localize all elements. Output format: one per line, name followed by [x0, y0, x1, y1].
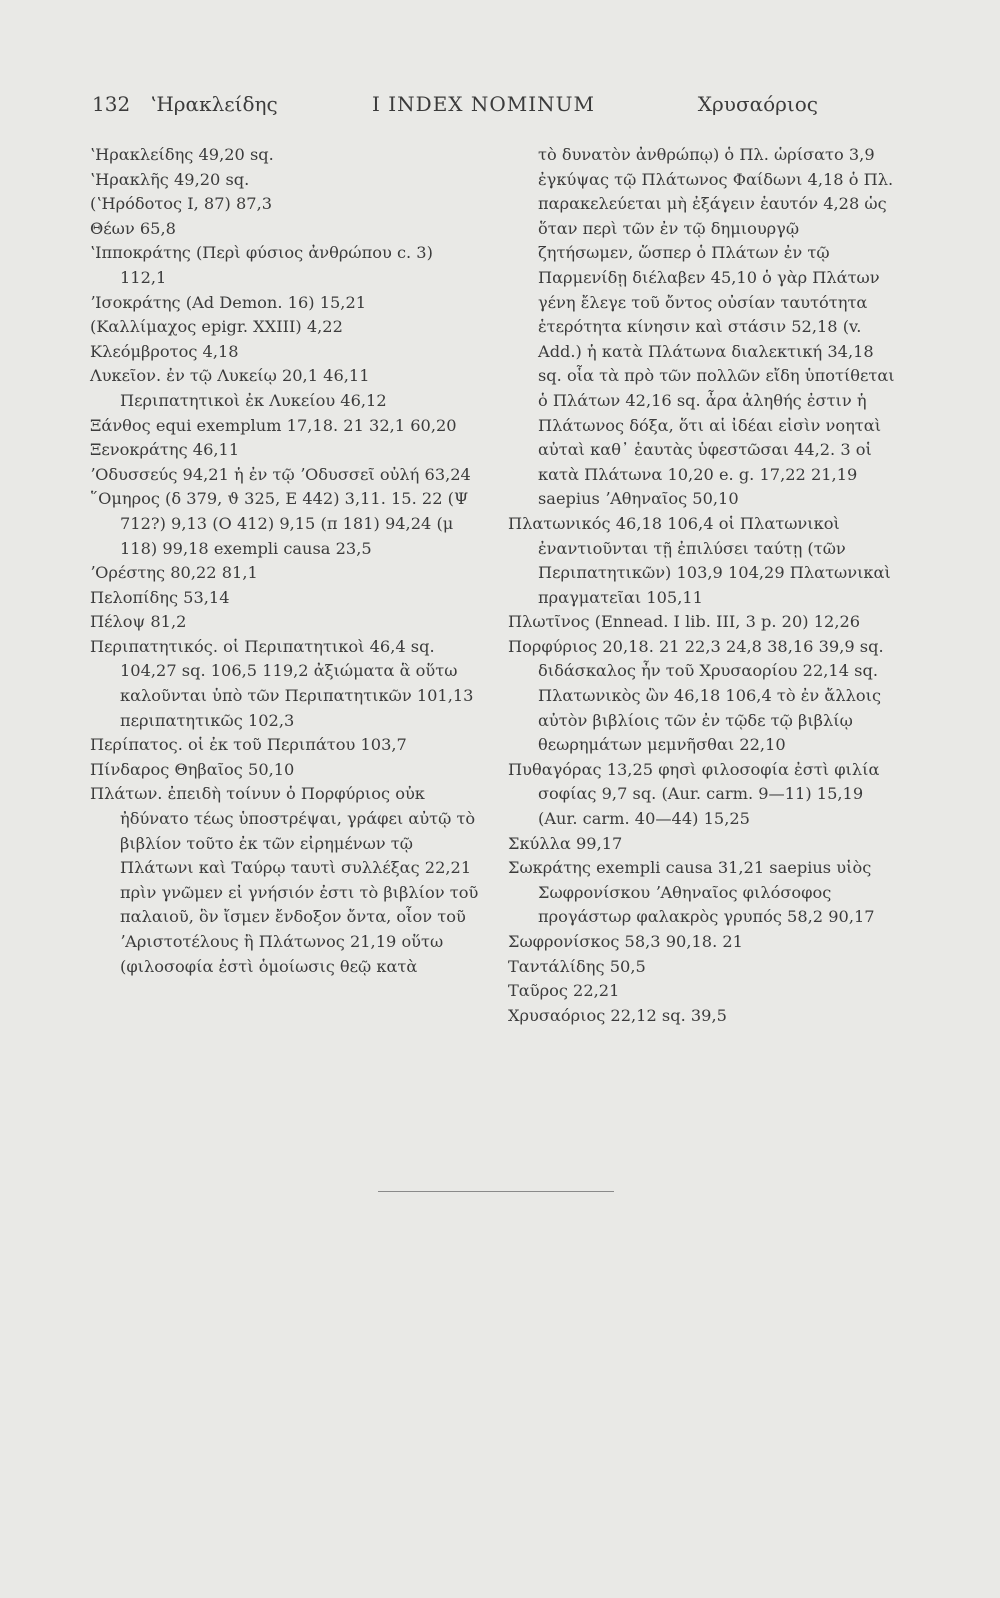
left-running-title: ʽΗρακλείδης [150, 92, 278, 116]
index-entry: ʼΟρέστης 80,22 81,1 [90, 563, 258, 583]
section-title: I INDEX NOMINUM [372, 92, 595, 116]
index-entry: Λυκεῖον. ἐν τῷ Λυκείῳ 20,1 46,11 Περιπατητικοὶ ἐκ Λυκείου 46,12 [90, 366, 387, 410]
index-entry: Σωκράτης exempli causa 31,21 saepius υἱὸς Σωφρονίσκου ʼΑθηναῖος φιλόσοφος προγάστωρ φαλακρὸς γρυπός 58,2 90,17 [508, 858, 875, 927]
index-entry: ʼΙσοκράτης (Ad Demon. 16) 15,21 [90, 292, 367, 312]
index-entry: Πλωτῖνος (Ennead. I lib. III, 3 p. 20) 12,26 [508, 612, 861, 632]
index-entry: ʽΗρακλῆς 49,20 sq. [90, 169, 250, 189]
index-entry: Πλάτων. ἐπειδὴ τοίνυν ὁ Πορφύριος οὐκ ἠδύνατο τέως ὑποστρέψαι, γράφει αὐτῷ τὸ βιβλίον τοῦτο ἐκ τῶν εἰρημένων τῷ Πλάτωνι καὶ Ταύρῳ ταυτὶ συλλέξας 22,21 πρὶν γνῶμεν εἰ γνήσιόν ἐστι τὸ βιβλίον τοῦ παλαιοῦ, ὃν ἴσμεν ἔνδοξον ὄντα, οἷον τοῦ ʼΑριστοτέλους ἢ Πλάτωνος 21,19 οὕτω (φιλοσοφία ἐστὶ ὁμοίωσις θεῷ κατὰ [90, 784, 479, 976]
page-number: 132 [92, 92, 131, 116]
index-entry: ʼΟδυσσεύς 94,21 ἡ ἐν τῷ ʼΟδυσσεῖ οὐλή 63,24 [90, 464, 471, 484]
index-entry: (Καλλίμαχος epigr. XXIII) 4,22 [90, 317, 343, 337]
index-entry: Σκύλλα 99,17 [508, 833, 623, 853]
index-entry: Πλατωνικός 46,18 106,4 οἱ Πλατωνικοὶ ἐναντιοῦνται τῇ ἐπιλύσει ταύτῃ (τῶν Περιπατητικῶν) 103,9 104,29 Πλατωνικαὶ πραγματεῖαι 105,11 [508, 513, 891, 607]
index-entry: ῞Ομηρος (δ 379, ϑ 325, Ε 442) 3,11. 15. 22 (Ψ 712?) 9,13 (Ο 412) 9,15 (π 181) 94,24 (μ 118) 99,18 exempli causa 23,5 [90, 489, 469, 558]
index-entry: Σωφρονίσκος 58,3 90,18. 21 [508, 932, 743, 951]
index-entry: Πίνδαρος Θηβαῖος 50,10 [90, 759, 295, 779]
index-entry: (ʽΗρόδοτος I, 87) 87,3 [90, 194, 273, 214]
right-index-column [508, 143, 896, 1028]
index-entry: Κλεόμβροτος 4,18 [90, 341, 239, 361]
index-entry: Θέων 65,8 [90, 218, 176, 238]
left-index-column [90, 143, 482, 979]
index-entry: Πελοπίδης 53,14 [90, 587, 230, 607]
right-running-title: Χρυσαόριος [697, 92, 818, 116]
end-rule-divider [378, 1191, 614, 1192]
index-entry: Περιπατητικός. οἱ Περιπατητικοὶ 46,4 sq. 104,27 sq. 106,5 119,2 ἀξιώματα ἃ οὕτω καλοῦνται ὑπὸ τῶν Περιπατητικῶν 101,13 περιπατητικῶς 102,3 [90, 636, 474, 730]
index-entry-continuation: τὸ δυνατὸν ἀνθρώπῳ) ὁ Πλ. ὡρίσατο 3,9 ἐγκύψας τῷ Πλάτωνος Φαίδωνι 4,18 ὁ Πλ. παρακελεύεται μὴ ἐξάγειν ἑαυτόν 4,28 ὡς ὅταν περὶ τῶν ἐν τῷ δημιουργῷ ζητήσωμεν, ὥσπερ ὁ Πλάτων ἐν τῷ Παρμενίδῃ διέλαβεν 45,10 ὁ γὰρ Πλάτων γένη ἔλεγε τοῦ ὄντος οὐσίαν ταυτότητα ἑτερότητα κίνησιν καὶ στάσιν 52,18 (v. Add.) ἡ κατὰ Πλάτωνα διαλεκτική 34,18 sq. οἷα τὰ πρὸ τῶν πολλῶν εἴδη ὑποτίθεται ὁ Πλάτων 42,16 sq. ἆρα ἀληθής ἐστιν ἡ Πλάτωνος δόξα, ὅτι αἱ ἰδέαι εἰσὶν νοηταὶ αὐταὶ καθ᾽ ἑαυτὰς ὑφεστῶσαι 44,2. 3 οἱ κατὰ Πλάτωνα 10,20 e. g. 17,22 21,19 saepius ʼΑθηναῖος 50,10 [538, 145, 895, 509]
index-entry: Πέλοψ 81,2 [90, 612, 187, 632]
index-entry: Ξενοκράτης 46,11 [90, 440, 240, 460]
index-entry: Πυθαγόρας 13,25 φησὶ φιλοσοφία ἐστὶ φιλία σοφίας 9,7 sq. (Aur. carm. 9—11) 15,19 (Aur. carm. 40—44) 15,25 [508, 759, 880, 829]
index-entry: Περίπατος. οἱ ἐκ τοῦ Περιπάτου 103,7 [90, 735, 407, 755]
running-header [92, 92, 818, 128]
index-entry: ʽΙπποκράτης (Περὶ φύσιος ἀνθρώπου c. 3) 112,1 [90, 243, 433, 287]
index-entry: Ταντάλίδης 50,5 [508, 956, 646, 976]
index-entry: Χρυσαόριος 22,12 sq. 39,5 [508, 1005, 727, 1025]
index-entry: Πορφύριος 20,18. 21 22,3 24,8 38,16 39,9 sq. διδάσκαλος ἦν τοῦ Χρυσαορίου 22,14 sq. Πλατωνικὸς ὢν 46,18 106,4 τὸ ἐν ἄλλοις αὐτὸν βιβλίοις τῶν ἐν τῷδε τῷ βιβλίῳ θεωρημάτων μεμνῆσθαι 22,10 [508, 636, 884, 755]
index-entry: ʽΗρακλείδης 49,20 sq. [90, 145, 274, 164]
index-entry: Ταῦρος 22,21 [508, 981, 620, 1001]
index-entry: Ξάνθος equi exemplum 17,18. 21 32,1 60,20 [90, 415, 457, 435]
